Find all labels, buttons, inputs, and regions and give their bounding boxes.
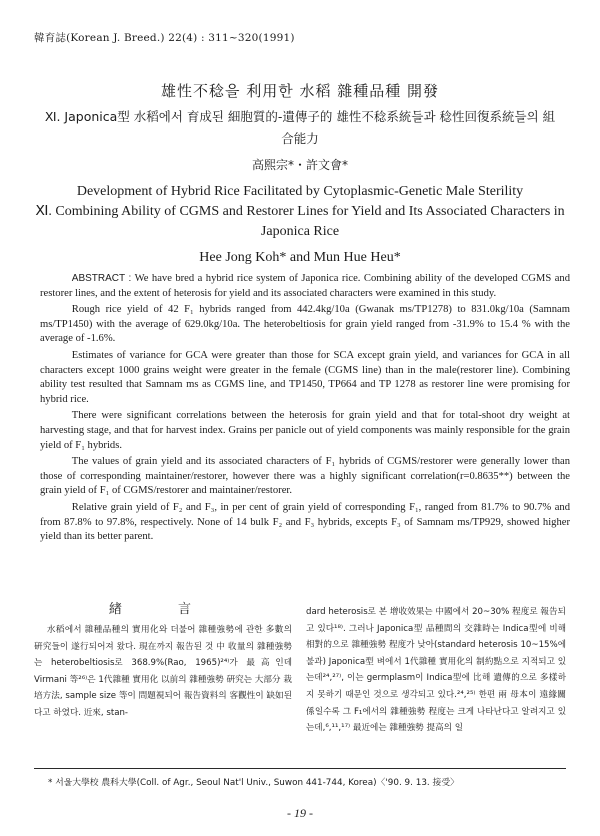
english-title: Development of Hybrid Rice Facilitated by Cytoplasmic-Genetic Male Sterility [76,184,524,199]
footnote-divider [34,768,566,769]
intro-paragraph: dard heterosis로 본 增收效果는 中國에서 20~30% 程度로 報告되고 있다¹⁸⁾. 그러나 Japonica型 品種間의 交雜時는 Indica型에 비해 相對的으로 雜種強勢 程度가 낮아(standard heterosis 10~15%에 불과) Japonica型 벼에서 1代雜種 實用化의 制約點으로 지적되고 있는데²⁴,²⁷⁾, 이는 germplasm이 Indica型에 比해 遺傳的으로 多樣하지 못하기 때문인 것으로 생각되고 있다.²⁴,²⁵⁾ 한편 兩 母本이 遠緣關係일수록 그 F₁에서의 雜種強勢 程度는 크게 나타난다고 알려지고 있는데,⁶,¹¹,¹⁷⁾ 最近에는 雜種強勢 提高의 일 [306,607,566,734]
journal-citation: 韓育誌(Korean J. Breed.) 22(4) : 311~320(1991) [34,32,295,44]
abstract-paragraph: There were significant correlations between the heterosis for grain yield and that for total-shoot dry weight at harvesting stage, and that for harvest index. Grains per panicle out of yield components was mainly responsible for the grain yield of F₁ hybrids. [40,410,570,451]
english-authors: Hee Jong Koh* and Mun Hue Heu* [199,250,401,265]
korean-subtitle: Ⅺ. Japonica型 水稻에서 育成된 細胞質的-遺傳子的 雄性不稔系統들과 稔性回復系統들의 組合能力 [44,109,556,146]
abstract-paragraph: The values of grain yield and its associated characters of F₁ hybrids of CGMS/restorer were generally lower than those of corresponding maintainer/restorer, however there was a highly significant correlation(r=0.8635**) between the grain yield of F₁ of CGMS/restorer and maintainer/restorer. [40,456,570,497]
korean-title: 雄性不稔을 利用한 水稻 雜種品種 開發 [160,82,440,100]
page-number: - 19 - [287,806,313,820]
abstract-paragraph: Rough rice yield of 42 F₁ hybrids ranged from 442.4kg/10a (Gwanak ms/TP1278) to 831.0kg/10a (Samnam ms/TP1450) with the average of 629.0kg/10a. The heterobeltiosis for grain yield ranged from -31.9% to 15.4 % with the average of -1.6%. [40,304,570,345]
abstract-label: ABSTRACT : [71,273,132,284]
abstract [40,272,570,545]
affiliation-footnote: * 서울大學校 農科大學(Coll. of Agr., Seoul Nat'l Univ., Suwon 441-744, Korea)〈'90. 9. 13. 接受〉 [48,778,459,788]
introduction-heading: 緖 言 [108,602,218,617]
abstract-paragraph: Estimates of variance for GCA were greater than those for SCA except grain yield, and variances for GCA in all characters except 1000 grains weight were greater in the female (CGMS line) than in the male(restorer line). Combining ability test resulted that Samnam ms as CGMS line, and TP1450, TP664 and TP 1278 as restorer line were promising for hybrid rice. [40,349,570,405]
intro-right-column [306,604,566,737]
abstract-paragraph: ABSTRACT : We have bred a hybrid rice system of Japonica rice. Combining ability of the developed CGMS and restorer lines, and the extent of heterosis for yield and its associated characters were examined in this study. [40,273,570,299]
abstract-paragraph: Relative grain yield of F₂ and F₃, in per cent of grain yield of corresponding F₁, ranged from 81.7% to 90.7% and from 87.8% to 97.8%, respectively. None of 14 bulk F₂ and F₃ hybrids, excepts F₃ of Samnam ms/TP929, showed higher yield than its better parent. [40,501,570,543]
korean-authors: 高熙宗*・許文會* [251,158,348,172]
intro-left-column [34,622,292,722]
intro-paragraph: 水稻에서 雜種品種의 實用化와 더불어 雜種強勢에 관한 多數의 硏究들이 遂行되어져 왔다. 現在까지 報告된 것 中 收量의 雜種強勢는 heterobeltiosis로 368.9%(Rao, 1965)²⁴⁾가 最高인데 Virmani 等²⁶⁾은 1代雜種 實用化 以前의 雜種強勢 硏究는 大部分 栽培方法, sample size 等이 問題視되어 報告資料의 客觀性이 缺如된다고 하였다. 近來, stan- [34,625,292,718]
english-subtitle: Ⅺ. Combining Ability of CGMS and Restorer Lines for Yield and Its Associated Characters in Japonica Rice [35,204,565,239]
english-title-block [24,182,576,242]
